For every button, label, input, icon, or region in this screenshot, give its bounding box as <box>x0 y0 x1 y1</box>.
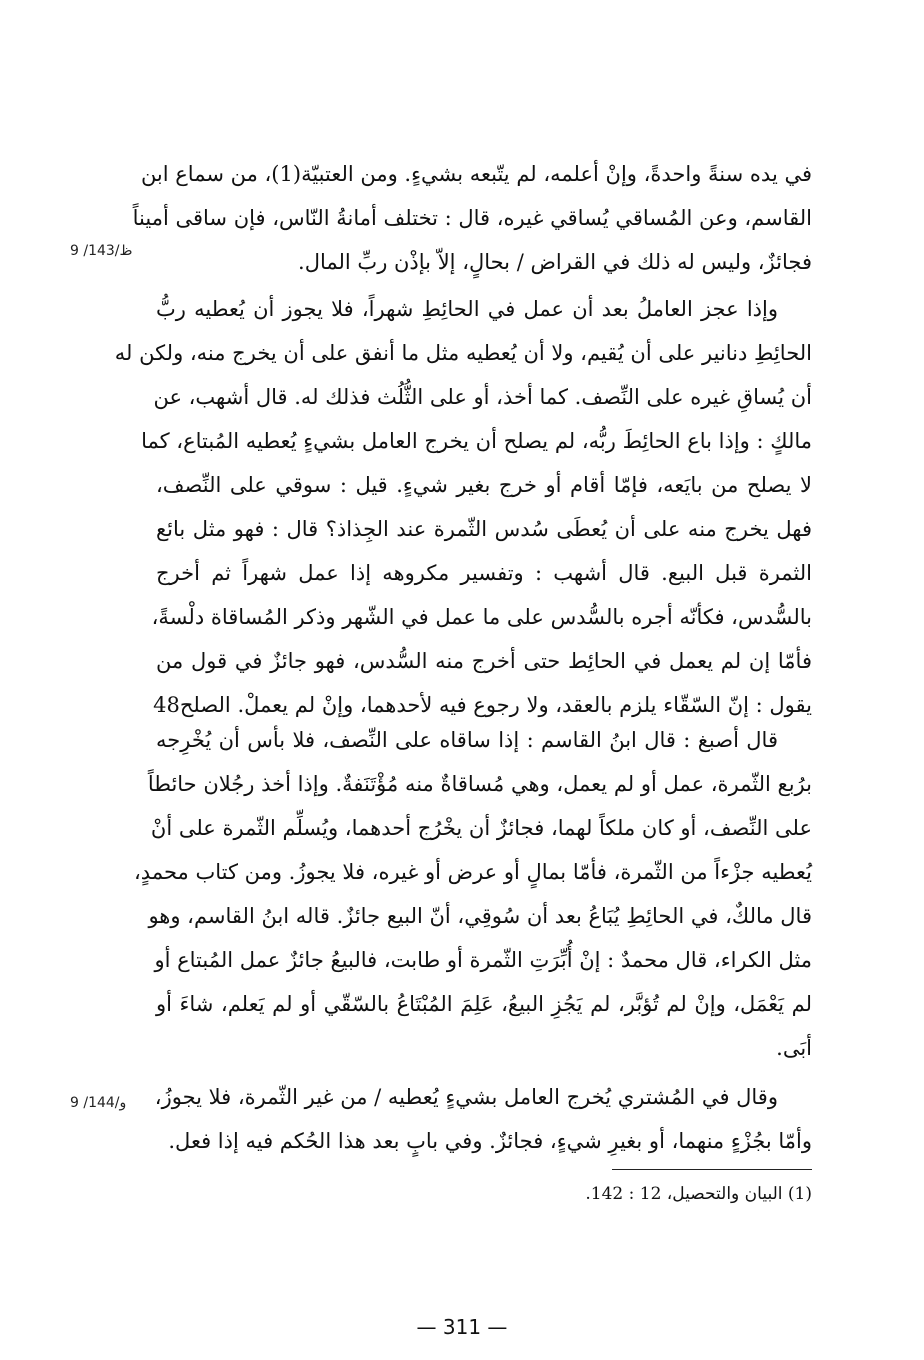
paragraph-3 <box>134 718 812 1070</box>
text-line: مثل الكراء، قال محمدٌ : إنْ أُبِّرَتِ الثّمرة أو طابت، فالبيعُ جائزٌ عمل المُبتاع أو <box>154 948 812 972</box>
text-line: أبَى. <box>776 1036 812 1060</box>
footnote: (1) البيان والتحصيل، 12 : 142. <box>585 1184 812 1204</box>
text-line: أن يُساقِ غيره على النِّصف. كما أخذ، أو على الثُّلُث فذلك له. قال أشهب، عن <box>153 385 812 409</box>
text-line: قال أصبغ : قال ابنُ القاسم : إذا ساقاه على النِّصف، فلا بأس أن يُخْرِجه <box>156 728 778 752</box>
text-line: قال مالكٌ، في الحائِطِ يُبَاعُ بعد أن سُوقِي، أنّ البيع جائزٌ. قاله ابنُ القاسم، وهو <box>148 904 812 928</box>
paragraph-4 <box>156 1075 812 1163</box>
text-line: يقول : إنّ السّقّاء يلزم بالعقد، ولا رجوع فيه لأحدهما، وإنْ لم يعملْ. الصلح48 <box>153 693 812 717</box>
text-line: لا يصلح من بايَعه، فإمّا أقام أو خرج بغير شيءٍ. قيل : سوقي على النِّصف، <box>156 473 812 497</box>
margin-note-folio-143: 9 /143/ظ <box>70 243 133 259</box>
page-number: — 311 — <box>416 1315 508 1339</box>
text-line: يُعطيه جزْءاً من الثّمرة، فأمّا بمالٍ أو عرض أو غيره، فلا يجوزُ. ومن كتاب محمدٍ، <box>134 860 812 884</box>
footnote-divider <box>612 1169 812 1170</box>
text-line: القاسم، وعن المُساقي يُساقي غيره، قال : تختلف أمانةُ النّاس، فإن ساقى أميناً <box>132 206 812 230</box>
text-line: الحائِطِ دنانير على أن يُقيم، ولا أن يُعطيه مثل ما أنفق على أن يخرج منه، ولكن له <box>114 341 812 365</box>
text-line: مالكٍ : وإذا باع الحائِطَ ربُّه، لم يصلح أن يخرج العامل بشيءٍ يُعطيه المُبتاع، كما <box>141 429 812 453</box>
text-line: على النِّصف، أو كان ملكاً لهما، فجائزٌ أن يخْرُج أحدهما، ويُسلِّم الثّمرة على أنْ <box>150 816 812 840</box>
text-line: بالسُّدس، فكأنّه أجره بالسُّدس على ما عمل في الشّهر وذكر المُساقاة دلْسةً، <box>151 605 812 629</box>
margin-note-folio-144: 9 /144/و <box>70 1095 127 1111</box>
text-line: برُبع الثّمرة، عمل أو لم يعمل، وهي مُساقاةٌ منه مُؤْتَنَفةٌ. وإذا أخذ رجُلان حائطاً <box>147 772 812 796</box>
text-line: وأمّا بجُزْءٍ منهما، أو بغيرِ شيءٍ، فجائزٌ. وفي بابٍ بعد هذا الحُكم فيه إذا فعل. <box>168 1129 812 1153</box>
text-line: فأمّا إن لم يعمل في الحائِط حتى أخرج منه السُّدس، فهو جائزٌ في قول من <box>156 649 812 673</box>
text-line: وإذا عجز العاملُ بعد أن عمل في الحائِطِ شهراً، فلا يجوز أن يُعطيه ربُّ <box>156 297 778 321</box>
text-line: الثمرة قبل البيع. قال أشهب : وتفسير مكروهه إذا عمل شهراً ثم أخرج <box>156 561 812 585</box>
text-line: لم يَعْمَل، وإنْ لم تُؤبَّر، لم يَجُزِ البيعُ، عَلِمَ المُبْتَاعُ بالسّقّي أو لم يَعلم، شاءَ أو <box>156 992 812 1016</box>
text-line: في يده سنةً واحدةً، وإنْ أعلمه، لم يتّبعه بشيءٍ. ومن العتبيّة(1)، من سماع ابن <box>140 162 812 186</box>
text-line: فهل يخرج منه على أن يُعطَى سُدس الثّمرة عند الجِذاذ؟ قال : فهو مثل بائع <box>156 517 812 541</box>
paragraph-1 <box>132 152 812 284</box>
text-line: وقال في المُشتري يُخرج العامل بشيءٍ يُعطيه / من غير الثّمرة، فلا يجوزُ، <box>154 1085 778 1109</box>
paragraph-2 <box>114 287 812 727</box>
text-line: فجائزٌ، وليس له ذلك في القراض / بحالٍ، إلاّ بإذْن ربِّ المال. <box>298 250 812 274</box>
